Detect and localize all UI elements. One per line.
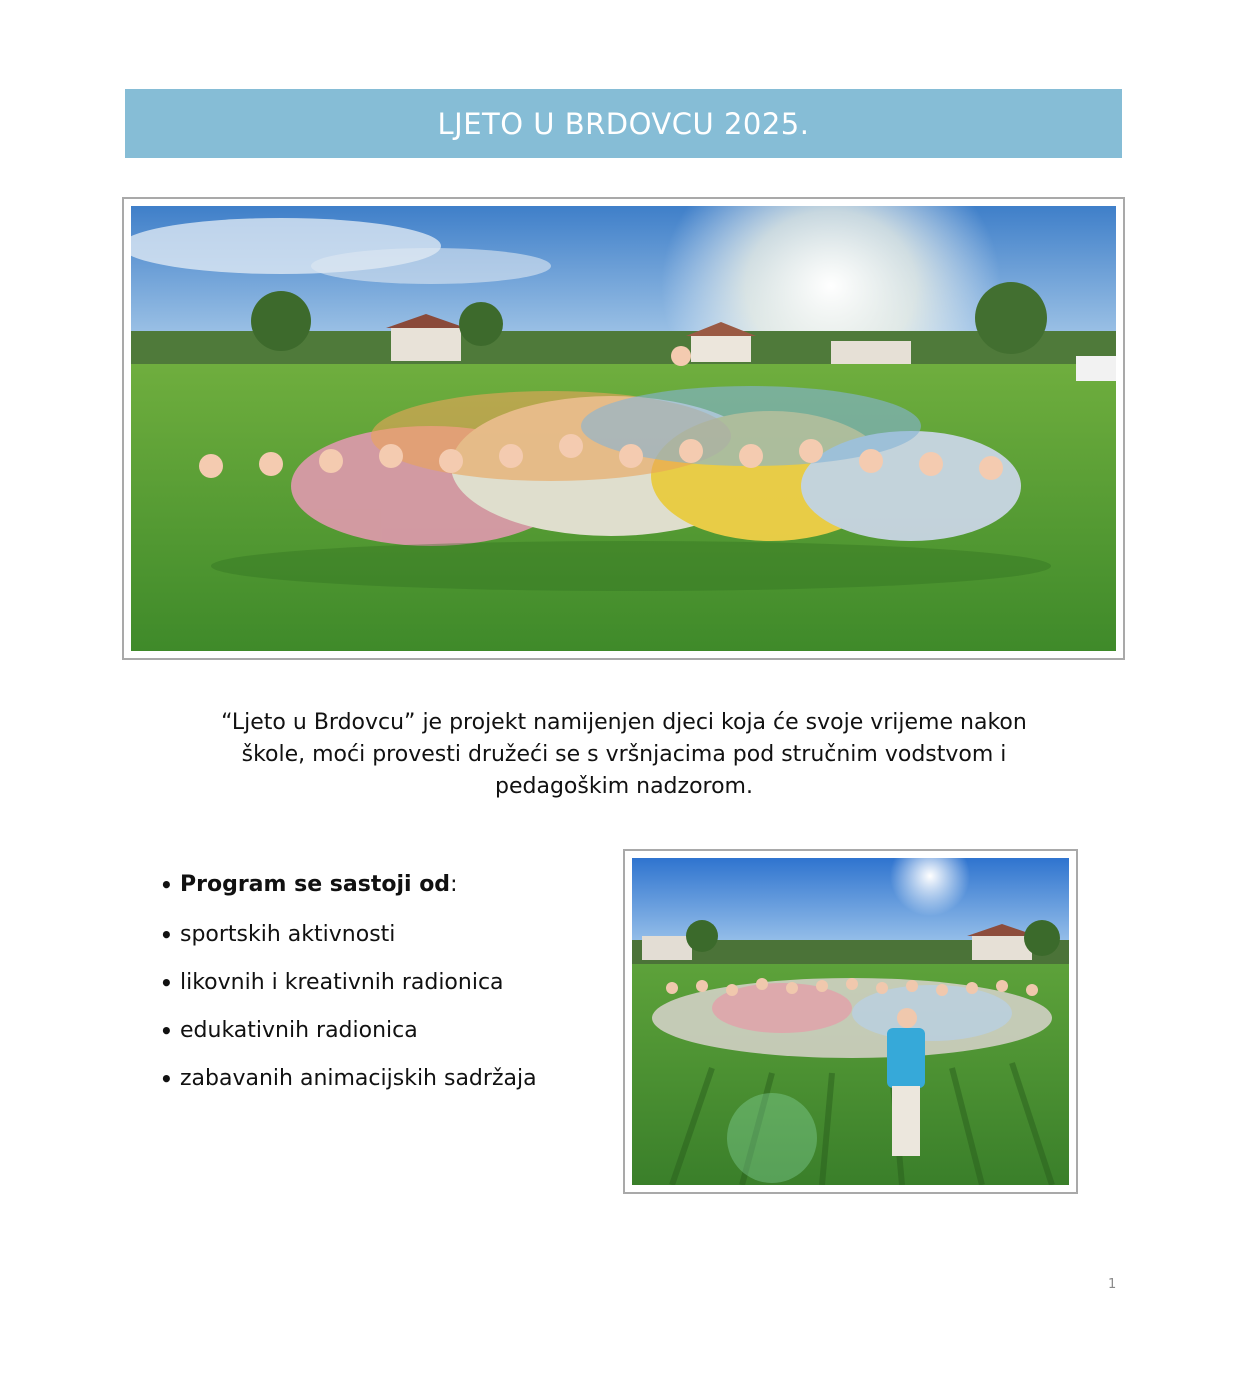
list-item-text: likovnih i kreativnih radionica (180, 970, 504, 995)
secondary-photo (623, 849, 1078, 1194)
program-list (160, 870, 600, 1112)
title-banner (125, 89, 1122, 158)
program-heading (160, 870, 600, 900)
list-item-text: sportskih aktivnosti (180, 922, 396, 947)
intro-line-3: pedagoškim nadzorom. (495, 774, 753, 799)
main-photo (122, 197, 1125, 660)
page-title: LJETO U BRDOVCU 2025. (437, 106, 810, 141)
bullet-icon: • (160, 873, 173, 897)
list-item-text: zabavanih animacijskih sadržaja (180, 1066, 537, 1091)
list-item (160, 1064, 600, 1094)
page-number: 1 (1108, 1277, 1117, 1292)
bullet-icon: • (160, 923, 173, 947)
list-item-text: edukativnih radionica (180, 1018, 418, 1043)
intro-line-1: “Ljeto u Brdovcu” je projekt namijenjen djeci koja će svoje vrijeme nakon (221, 710, 1027, 735)
bullet-icon: • (160, 1019, 173, 1043)
intro-paragraph (160, 707, 1088, 803)
program-heading-colon: : (450, 872, 458, 897)
list-item (160, 968, 600, 998)
bullet-icon: • (160, 1067, 173, 1091)
bullet-icon: • (160, 971, 173, 995)
list-item (160, 920, 600, 950)
main-photo-image (131, 206, 1116, 651)
secondary-photo-image (632, 858, 1069, 1185)
list-item (160, 1016, 600, 1046)
program-heading-text: Program se sastoji od (180, 872, 451, 897)
intro-line-2: škole, moći provesti družeći se s vršnjacima pod stručnim vodstvom i (241, 742, 1007, 767)
